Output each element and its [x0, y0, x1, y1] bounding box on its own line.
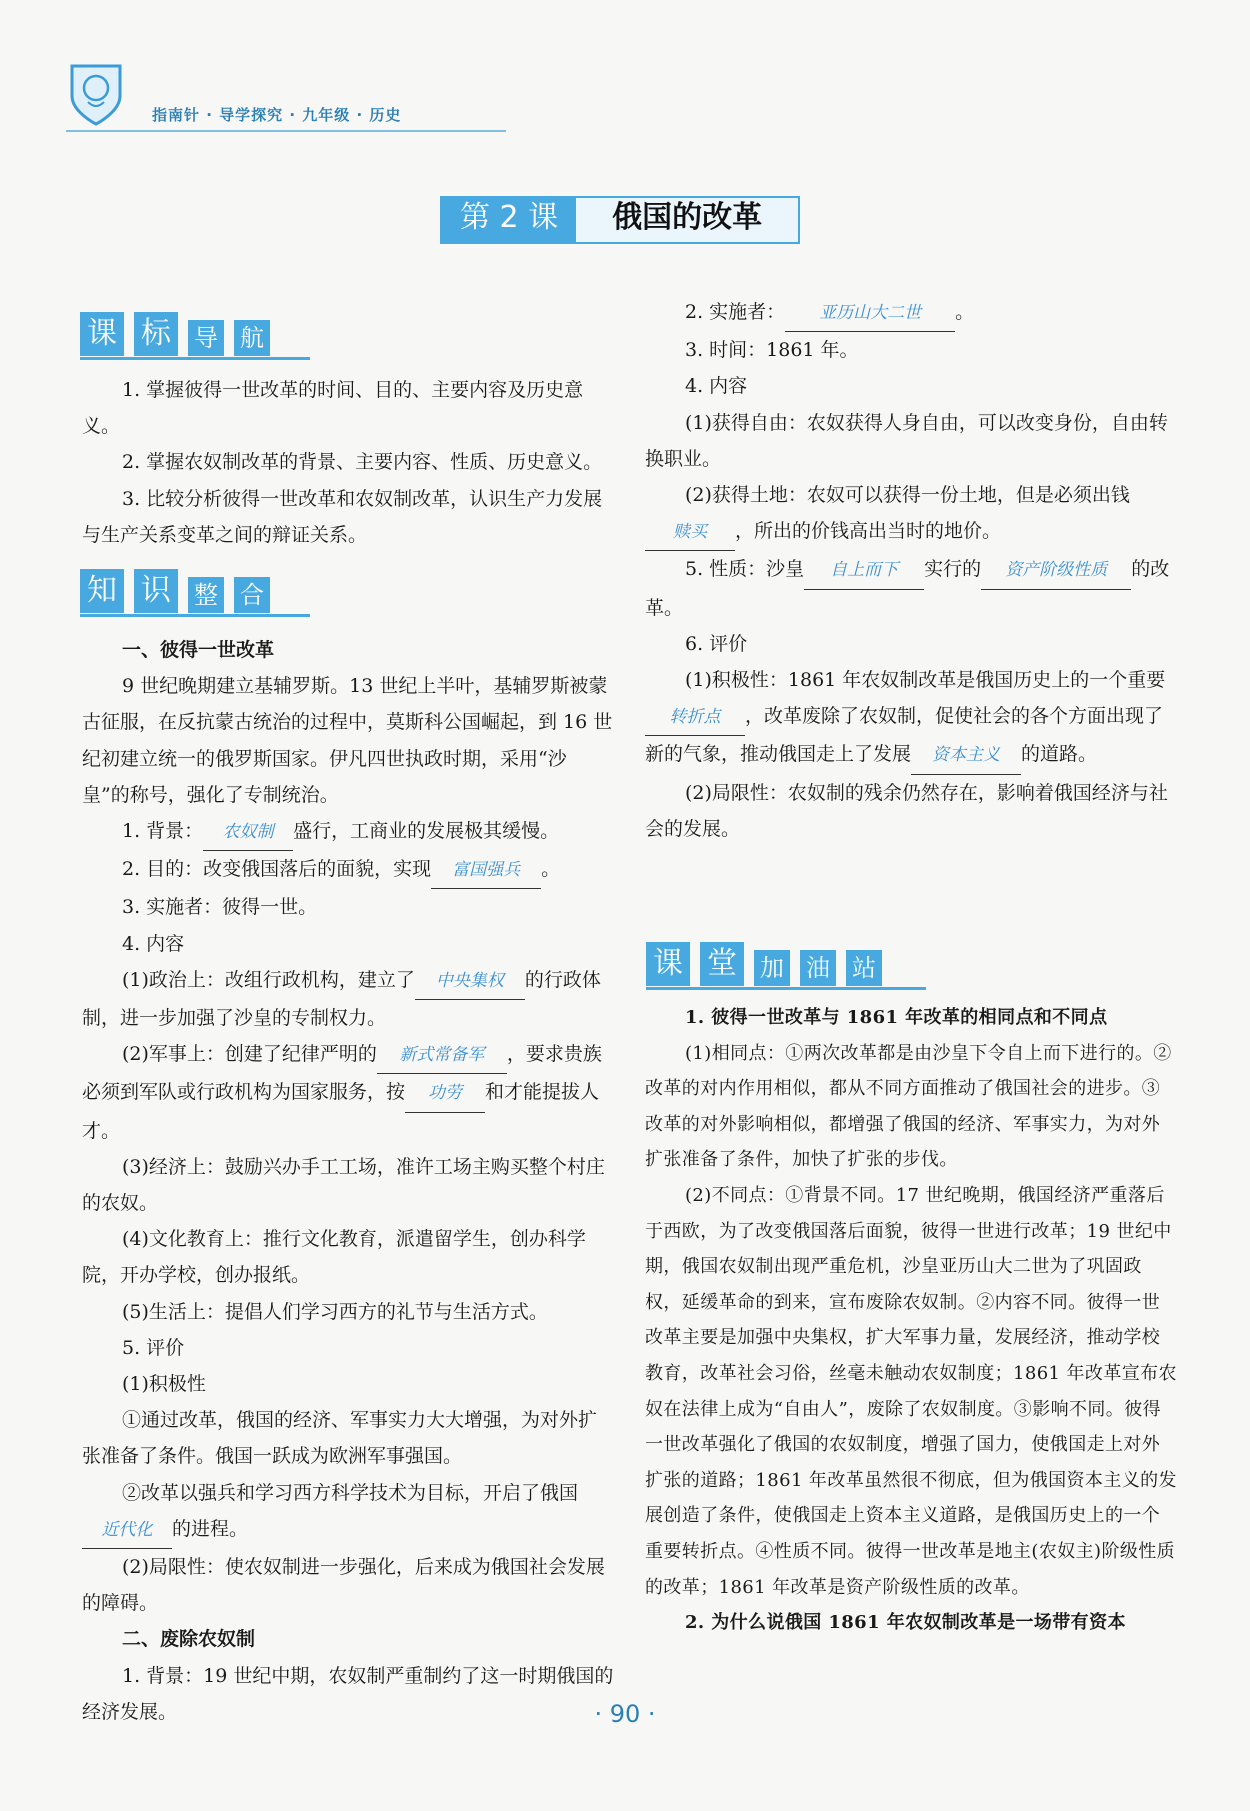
serf-freedom: (1)获得自由：农奴获得人身自由，可以改变身份，自由转换职业。: [645, 411, 1168, 470]
answer-fill: 自上而下: [804, 552, 924, 589]
serf-positive: (1)积极性：1861 年农奴制改革是俄国历史上的一个重要转折点 ，改革废除了农奴制，促使社会的各个方面出现了新的气象，推动俄国走上了发展 资本主义 的道路。: [645, 662, 1175, 775]
answer-fill: 资产阶级性质: [981, 552, 1131, 589]
answer-fill: 近代化: [82, 1512, 172, 1549]
page-number: · 90 ·: [594, 1700, 656, 1728]
objective-2: 2. 掌握农奴制改革的背景、主要内容、性质、历史意义。: [122, 451, 603, 474]
objective-1: 1. 掌握彼得一世改革的时间、目的、主要内容及历史意义。: [82, 379, 584, 438]
peter-reform-section: [82, 632, 614, 1730]
serf-actor: 2. 实施者： 亚历山大二世 。: [645, 294, 1175, 332]
peter-positive-2: ②改革以强兵和学习西方科学技术为目标，开启了俄国近代化 的进程。: [82, 1475, 614, 1549]
school-shield-logo: [66, 62, 126, 128]
peter-content-heading: 4. 内容: [122, 932, 185, 955]
answer-fill: 亚历山大二世: [785, 295, 955, 332]
answer-fill: 富国强兵: [431, 852, 541, 889]
section-heading: 一、彼得一世改革: [122, 639, 275, 661]
peter-military: (2)军事上：创建了纪律严明的 新式常备军 ，要求贵族必须到军队或行政机构为国家服务，按 功劳 和才能提拔人才。: [82, 1036, 614, 1149]
ketang-question-1: 1. 彼得一世改革与 1861 年改革的相同点和不同点: [685, 1007, 1108, 1028]
banner-char: 知: [80, 569, 124, 613]
serf-land: (2)获得土地：农奴可以获得一份土地，但是必须出钱赎买 ，所出的价钱高出当时的地价。: [645, 477, 1175, 551]
banner-underline: [80, 357, 310, 360]
serf-background: 1. 背景：19 世纪中期，农奴制严重制约了这一时期俄国的经济发展。: [82, 1664, 614, 1723]
answer-fill: 赎买: [645, 514, 735, 551]
serf-reform-section: [645, 294, 1175, 847]
peter-negative: (2)局限性：使农奴制进一步强化，后来成为俄国社会发展的障碍。: [82, 1556, 605, 1615]
banner-char: 标: [134, 312, 178, 356]
banner-char: 课: [80, 312, 124, 356]
answer-fill: 资本主义: [911, 737, 1021, 774]
peter-life: (5)生活上：提倡人们学习西方的礼节与生活方式。: [122, 1300, 548, 1323]
peter-actor: 3. 实施者：彼得一世。: [122, 896, 318, 919]
peter-aim: 2. 目的：改变俄国落后的面貌，实现 富国强兵 。: [82, 851, 614, 889]
lesson-name: 俄国的改革: [612, 200, 763, 235]
lesson-title: [440, 196, 800, 244]
banner-char: 导: [188, 320, 224, 356]
ketang-same: (1)相同点：①两次改革都是由沙皇下令自上而下进行的。②改革的对内作用相似，都从不同方面推动了俄国社会的进步。③改革的对外影响相似，都增强了俄国的经济、军事实力，为对外扩张准备了条件，加快了扩张的步伐。: [645, 1042, 1172, 1171]
banner-char: 加: [754, 950, 790, 986]
banner-kebiao: [80, 308, 280, 356]
section-heading: 二、废除农奴制: [122, 1628, 256, 1651]
answer-fill: 新式常备军: [377, 1037, 507, 1074]
lesson-number: 第 2 课: [442, 198, 576, 242]
banner-zhishi: [80, 565, 280, 613]
banner-char: 整: [188, 577, 224, 613]
banner-char: 课: [646, 942, 690, 986]
peter-positive: (1)积极性: [122, 1373, 206, 1396]
answer-fill: 农奴制: [203, 814, 293, 851]
banner-char: 合: [234, 577, 270, 613]
ketang-section: [645, 1000, 1177, 1641]
banner-ketang: [646, 938, 892, 986]
serf-eval: 6. 评价: [685, 632, 748, 655]
objective-3: 3. 比较分析彼得一世改革和农奴制改革，认识生产力发展与生产关系变革之间的辩证关系。: [82, 487, 603, 546]
answer-fill: 转折点: [645, 699, 745, 736]
banner-char: 站: [846, 950, 882, 986]
header-rule: [66, 130, 506, 132]
banner-char: 识: [134, 569, 178, 613]
banner-underline: [80, 614, 310, 617]
peter-eval: 5. 评价: [122, 1336, 185, 1359]
serf-content-heading: 4. 内容: [685, 375, 748, 398]
banner-underline: [646, 987, 926, 990]
answer-fill: 功劳: [405, 1075, 485, 1112]
peter-politics: (1)政治上：改组行政机构，建立了 中央集权 的行政体制，进一步加强了沙皇的专制权力。: [82, 962, 614, 1036]
serf-time: 3. 时间：1861 年。: [685, 339, 859, 362]
peter-intro: 9 世纪晚期建立基辅罗斯。13 世纪上半叶，基辅罗斯被蒙古征服，在反抗蒙古统治的过程中，莫斯科公国崛起，到 16 世纪初建立统一的俄罗斯国家。伊凡四世执政时期，采用“沙皇”的称号，强化了专制统治。: [82, 675, 613, 806]
banner-char: 油: [800, 950, 836, 986]
series-header: 指南针 · 导学探究 · 九年级 · 历史: [152, 106, 402, 124]
peter-background: 1. 背景： 农奴制 盛行，工商业的发展极其缓慢。: [82, 813, 614, 851]
kebiao-text: [82, 372, 614, 553]
peter-economy: (3)经济上：鼓励兴办手工工场，准许工场主购买整个村庄的农奴。: [82, 1155, 605, 1215]
ketang-question-2: 2. 为什么说俄国 1861 年农奴制改革是一场带有资本: [685, 1612, 1126, 1634]
peter-education: (4)文化教育上：推行文化教育，派遣留学生，创办科学院，开办学校，创办报纸。: [82, 1228, 586, 1287]
banner-char: 航: [234, 320, 270, 356]
banner-char: 堂: [700, 942, 744, 986]
serf-negative: (2)局限性：农奴制的残余仍然存在，影响着俄国经济与社会的发展。: [645, 781, 1168, 840]
peter-positive-1: ①通过改革，俄国的经济、军事实力大大增强，为对外扩张准备了条件。俄国一跃成为欧洲军事强国。: [82, 1409, 598, 1468]
answer-fill: 中央集权: [415, 963, 525, 1000]
serf-nature: 5. 性质：沙皇 自上而下 实行的 资产阶级性质 的改革。: [645, 551, 1175, 625]
ketang-diff: (2)不同点：①背景不同。17 世纪晚期，俄国经济严重落后于西欧，为了改变俄国落后面貌，彼得一世进行改革；19 世纪中期，俄国农奴制出现严重危机，沙皇亚历山大二世为了巩固政权，延缓革命的到来，宣布废除农奴制。②内容不同。彼得一世改革主要是加强中央集权，扩大军事力量，发展经济，推动学校教育，改革社会习俗，丝毫未触动农奴制度；1861 年改革宣布农奴在法律上成为“自由人”，废除了农奴制度。③影响不同。彼得一世改革强化了俄国的农奴制度，增强了国力，使俄国走上对外扩张的道路；1861 年改革虽然很不彻底，但为俄国资本主义的发展创造了条件，使俄国走上资本主义道路，是俄国历史上的一个重要转折点。④性质不同。彼得一世改革是地主(农奴主)阶级性质的改革；1861 年改革是资产阶级性质的改革。: [645, 1184, 1177, 1598]
